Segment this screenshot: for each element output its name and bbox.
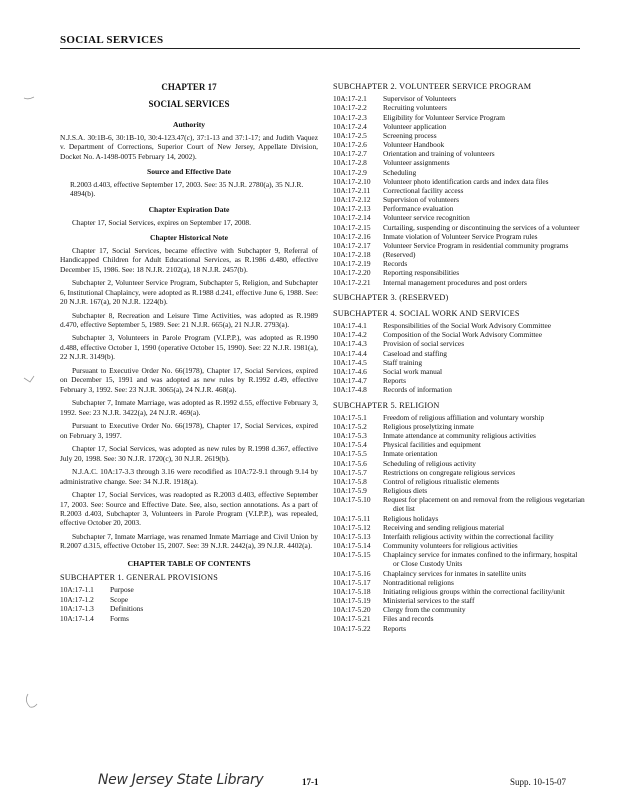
- expiration-heading: Chapter Expiration Date: [148, 204, 230, 214]
- section-title: Clergy from the community: [383, 605, 466, 615]
- section-title: Supervisor of Volunteers: [383, 94, 457, 104]
- history-paragraph: Pursuant to Executive Order No. 66(1978), Chapter 17, Social Services, expired on February 3, 1997.: [60, 421, 318, 440]
- chapter-label: CHAPTER 17: [161, 82, 217, 92]
- section-title: Responsibilities of the Social Work Advisory Committee: [383, 321, 552, 331]
- toc-entry: [333, 204, 585, 213]
- section-number: 10A:17-2.12: [333, 195, 371, 205]
- section-number: 10A:17-2.6: [333, 140, 367, 150]
- history-paragraph: Subchapter 7, Inmate Marriage, was adopted as R.1992 d.55, effective February 3, 1992. See: 23 N.J.R. 3422(a), 24 N.J.R. 469(a).: [60, 398, 318, 417]
- section-number: 10A:17-4.2: [333, 330, 367, 340]
- toc-entry: [333, 413, 585, 422]
- section-title: Volunteer application: [383, 121, 447, 131]
- subchapter-4-list: [333, 321, 585, 394]
- section-title: Staff training: [383, 357, 423, 367]
- section-number: 10A:17-2.20: [333, 268, 371, 278]
- toc-entry: [333, 569, 585, 578]
- supplement-date: Supp. 10-15-07: [510, 777, 566, 787]
- section-number: 10A:17-2.3: [333, 112, 367, 122]
- section-number: 10A:17-5.21: [333, 614, 371, 624]
- toc-entry: [333, 113, 585, 122]
- section-title: Forms: [110, 613, 129, 623]
- section-number: 10A:17-2.17: [333, 240, 371, 250]
- toc-entry: [333, 186, 585, 195]
- history-paragraph: N.J.A.C. 10A:17-3.3 through 3.16 were recodified as 10A:72-9.1 through 9.14 by administrative change. See: 34 N.J.R. 1918(a).: [60, 467, 318, 486]
- section-title: Reports: [383, 623, 406, 633]
- section-number: 10A:17-2.2: [333, 103, 367, 113]
- section-title: Records of information: [383, 385, 452, 395]
- section-title: Reports: [383, 376, 406, 386]
- section-title: Scope: [110, 594, 129, 604]
- toc-entry: [60, 604, 318, 613]
- section-title: Inmate violation of Volunteer Service Program rules: [383, 231, 538, 241]
- toc-entry: [333, 486, 585, 495]
- section-number: 10A:17-2.18: [333, 250, 371, 260]
- authority-text: N.J.S.A. 30:1B-6, 30:1B-10, 30:4-123.47(c), 37:1-13 and 37:1-17; and Judith Vaquez v. Department of Corrections, Superior Court of New Jersey, Appellate Division, Docket No. A-1498-00T5 February 14, 2002).: [60, 132, 318, 161]
- section-number: 10A:17-5.4: [333, 440, 367, 450]
- section-number: 10A:17-4.7: [333, 376, 367, 386]
- library-stamp: New Jersey State Library: [98, 772, 264, 788]
- toc-entry: [333, 587, 585, 596]
- section-number: 10A:17-5.22: [333, 623, 371, 633]
- toc-entry: [333, 321, 585, 330]
- history-paragraph: Subchapter 7, Inmate Marriage, was renamed Inmate Marriage and Civil Union by R.2007 d.315, effective October 15, 2007. See: 39 N.J.R. 2442(a), 39 N.J.R. 4402(a).: [60, 531, 318, 551]
- history-paragraph: Chapter 17, Social Services, was adopted as new rules by R.1998 d.367, effective July 20, 1998. See: 30 N.J.R. 1720(c), 30 N.J.R. 2619(b).: [60, 444, 318, 463]
- section-number: 10A:17-5.15: [333, 550, 371, 560]
- toc-entry: [333, 349, 585, 358]
- section-title: Volunteer assignments: [383, 158, 450, 168]
- section-title: Reporting responsibilities: [383, 268, 460, 278]
- toc-entry: [333, 158, 585, 167]
- toc-entry: [333, 459, 585, 468]
- toc-entry: [333, 578, 585, 587]
- section-title: Chaplaincy service for inmates confined to the infirmary, hospital or Close Custody Units: [383, 550, 578, 569]
- history-paragraph: Chapter 17, Social Services, became effective with Subchapter 9, Referral of Handicapped Children for Adult Educational Services, as R.1986 d.480, effective December 15, 1986. See: 18 N.J.R. 2102(a), 18 N.J.R. 2457(b).: [60, 245, 318, 274]
- section-number: 10A:17-5.16: [333, 568, 371, 578]
- section-title: Volunteer Handbook: [383, 140, 445, 150]
- section-number: 10A:17-4.8: [333, 385, 367, 395]
- section-title: Eligibility for Volunteer Service Program: [383, 112, 506, 122]
- toc-entry: [333, 177, 585, 186]
- toc-entry: [333, 468, 585, 477]
- section-title: Control of religious ritualistic elements: [383, 476, 500, 486]
- subchapter-3-heading: SUBCHAPTER 3. (RESERVED): [333, 292, 449, 302]
- header-rule: [60, 48, 580, 49]
- section-title: Composition of the Social Work Advisory Committee: [383, 330, 542, 340]
- section-number: 10A:17-2.4: [333, 121, 367, 131]
- section-title: Volunteer photo identification cards and index data files: [383, 176, 549, 186]
- section-title: Religious holidays: [383, 513, 439, 523]
- history-paragraph: Subchapter 8, Recreation and Leisure Time Activities, was adopted as R.1989 d.470, effective September 5, 1989. See: 21 N.J.R. 665(a), 21 N.J.R. 2793(a).: [60, 310, 318, 329]
- section-title: Restrictions on congregate religious services: [383, 467, 516, 477]
- subchapter-5-list: [333, 413, 585, 633]
- section-number: 10A:17-1.4: [60, 613, 94, 623]
- toc-entry: [333, 514, 585, 523]
- toc-entry: [333, 422, 585, 431]
- toc-entry: [333, 596, 585, 605]
- section-title: Chaplaincy services for inmates in satellite units: [383, 568, 527, 578]
- section-number: 10A:17-5.17: [333, 577, 371, 587]
- history-paragraph: Subchapter 3, Volunteers in Parole Program (V.I.P.P.), was adopted as R.1990 d.488, effective October 1, 1990 (operative October 15, 1990). See: 22 N.J.R. 1981(a), 22 N.J.R. 3149(b).: [60, 333, 318, 362]
- toc-entry: [333, 103, 585, 112]
- section-number: 10A:17-1.3: [60, 604, 94, 614]
- toc-entry: [333, 131, 585, 140]
- toc-entry: [333, 149, 585, 158]
- section-title: Freedom of religious affiliation and voluntary worship: [383, 412, 545, 422]
- left-column: [60, 82, 318, 623]
- section-title: (Reserved): [383, 250, 416, 260]
- toc-entry: [333, 605, 585, 614]
- toc-entry: [333, 250, 585, 259]
- toc-entry: [333, 223, 585, 232]
- section-title: Definitions: [110, 604, 144, 614]
- margin-mark-icon: [22, 372, 36, 386]
- section-title: Inmate orientation: [383, 449, 438, 459]
- subchapter-2-heading: SUBCHAPTER 2. VOLUNTEER SERVICE PROGRAM: [333, 82, 532, 91]
- section-number: 10A:17-2.21: [333, 277, 371, 287]
- toc-entry: [333, 140, 585, 149]
- section-title: Internal management procedures and post orders: [383, 277, 527, 287]
- section-number: 10A:17-4.5: [333, 357, 367, 367]
- section-title: Nontraditional religions: [383, 577, 454, 587]
- section-number: 10A:17-4.3: [333, 339, 367, 349]
- section-title: Volunteer service recognition: [383, 213, 470, 223]
- toc-entry: [333, 122, 585, 131]
- toc-entry: [333, 550, 585, 568]
- section-title: Caseload and staffing: [383, 348, 447, 358]
- section-title: Request for placement on and removal from the religious vegetarian diet list: [383, 495, 585, 514]
- section-title: Recruiting volunteers: [383, 103, 447, 113]
- expiration-text: Chapter 17, Social Services, expires on September 17, 2008.: [72, 217, 251, 227]
- section-number: 10A:17-2.7: [333, 149, 367, 159]
- section-title: Interfaith religious activity within the correctional facility: [383, 531, 554, 541]
- section-title: Scheduling: [383, 167, 417, 177]
- history-paragraph: Subchapter 2, Volunteer Service Program, Subchapter 5, Religion, and Subchapter 6, Institutional Chaplaincy, were adopted as R.1988 d.241, effective June 6, 1988. See: 20 N.J.R. 167(a), 20 N.J.R. 1224(b).: [60, 278, 318, 307]
- section-title: Screening process: [383, 130, 437, 140]
- toc-entry: [333, 385, 585, 394]
- toc-entry: [333, 268, 585, 277]
- toc-entry: [333, 541, 585, 550]
- margin-mark-icon: [22, 90, 36, 104]
- section-number: 10A:17-5.7: [333, 467, 367, 477]
- section-number: 10A:17-2.1: [333, 94, 367, 104]
- toc-entry: [60, 595, 318, 604]
- section-number: 10A:17-2.9: [333, 167, 367, 177]
- history-paragraph: Pursuant to Executive Order No. 66(1978), Chapter 17, Social Services, expired on December 15, 1991 and was adopted as new rules by R.1992 d.49, effective February 3, 1992. See: 23 N.J.R. 3065(a), 24 N.J.R. 468(a).: [60, 365, 318, 394]
- subchapter-2-list: [333, 94, 585, 287]
- section-title: Physical facilities and equipment: [383, 440, 481, 450]
- toc-entry: [333, 358, 585, 367]
- section-number: 10A:17-5.14: [333, 541, 371, 551]
- section-title: Religious diets: [383, 486, 428, 496]
- toc-entry: [333, 614, 585, 623]
- section-number: 10A:17-5.8: [333, 476, 367, 486]
- section-number: 10A:17-5.19: [333, 596, 371, 606]
- toc-entry: [333, 523, 585, 532]
- section-title: Curtailing, suspending or discontinuing the services of a volunteer: [383, 222, 580, 232]
- history-paragraph: Chapter 17, Social Services, was readopted as R.2003 d.403, effective September 17, 2003. See: Source and Effective Date. See, also, section annotations. As a part of R.2003 d.403, Subchapter 3, Volunteers in Parole Program (V.I.P.P.), was repealed, effective October 20, 2003.: [60, 490, 318, 528]
- section-number: 10A:17-5.13: [333, 531, 371, 541]
- section-title: Initiating religious groups within the correctional facility/unit: [383, 586, 565, 596]
- toc-entry: [333, 330, 585, 339]
- toc-entry: [333, 232, 585, 241]
- section-title: Provision of social services: [383, 339, 465, 349]
- section-title: Supervision of volunteers: [383, 195, 459, 205]
- toc-heading: CHAPTER TABLE OF CONTENTS: [127, 558, 251, 568]
- toc-entry: [333, 195, 585, 204]
- toc-entry: [333, 241, 585, 250]
- toc-entry: [333, 449, 585, 458]
- section-title: Orientation and training of volunteers: [383, 149, 495, 159]
- section-title: Scheduling of religious activity: [383, 458, 476, 468]
- subchapter-1-list: [60, 585, 318, 623]
- authority-heading: Authority: [172, 120, 206, 130]
- section-title: Files and records: [383, 614, 434, 624]
- section-number: 10A:17-2.5: [333, 130, 367, 140]
- section-number: 10A:17-2.10: [333, 176, 371, 186]
- section-number: 10A:17-2.8: [333, 158, 367, 168]
- section-title: Correctional facility access: [383, 185, 464, 195]
- section-title: Records: [383, 259, 408, 269]
- section-number: 10A:17-2.14: [333, 213, 371, 223]
- margin-mark-icon: [22, 692, 40, 710]
- history-heading: Chapter Historical Note: [150, 233, 228, 242]
- section-number: 10A:17-2.11: [333, 185, 371, 195]
- subchapter-4-heading: SUBCHAPTER 4. SOCIAL WORK AND SERVICES: [333, 308, 520, 318]
- section-title: Purpose: [110, 585, 134, 595]
- section-number: 10A:17-5.6: [333, 458, 367, 468]
- section-number: 10A:17-2.13: [333, 204, 371, 214]
- toc-entry: [60, 614, 318, 623]
- section-number: 10A:17-5.5: [333, 449, 367, 459]
- section-number: 10A:17-5.11: [333, 513, 371, 523]
- section-title: Performance evaluation: [383, 204, 454, 214]
- toc-entry: [333, 532, 585, 541]
- toc-entry: [333, 339, 585, 348]
- section-title: Social work manual: [383, 366, 443, 376]
- section-number: 10A:17-1.2: [60, 594, 94, 604]
- subchapter-1-heading: SUBCHAPTER 1. GENERAL PROVISIONS: [60, 572, 219, 582]
- section-number: 10A:17-2.16: [333, 231, 371, 241]
- section-number: 10A:17-5.9: [333, 486, 367, 496]
- page-number: 17-1: [302, 777, 319, 787]
- toc-entry: [333, 278, 585, 287]
- section-title: Community volunteers for religious activities: [383, 541, 518, 551]
- subchapter-5-heading: SUBCHAPTER 5. RELIGION: [333, 400, 440, 410]
- section-title: Volunteer Service Program in residential community programs: [383, 240, 569, 250]
- toc-entry: [333, 259, 585, 268]
- source-text: R.2003 d.403, effective September 17, 2003. See: 35 N.J.R. 2780(a), 35 N.J.R. 4894(b).: [70, 179, 304, 199]
- section-number: 10A:17-4.6: [333, 366, 367, 376]
- section-number: 10A:17-5.3: [333, 431, 367, 441]
- toc-entry: [333, 168, 585, 177]
- section-number: 10A:17-4.1: [333, 321, 367, 331]
- toc-entry: [333, 431, 585, 440]
- section-number: 10A:17-5.10: [333, 495, 371, 505]
- section-number: 10A:17-5.1: [333, 412, 367, 422]
- section-number: 10A:17-5.20: [333, 605, 371, 615]
- toc-entry: [333, 376, 585, 385]
- section-title: Inmate attendance at community religious activities: [383, 431, 536, 441]
- section-number: 10A:17-5.2: [333, 421, 367, 431]
- section-title: Receiving and sending religious material: [383, 522, 505, 532]
- toc-entry: [333, 367, 585, 376]
- toc-entry: [333, 440, 585, 449]
- toc-entry: [333, 213, 585, 222]
- section-number: 10A:17-1.1: [60, 585, 94, 595]
- toc-entry: [60, 585, 318, 594]
- section-number: 10A:17-4.4: [333, 348, 367, 358]
- running-head: SOCIAL SERVICES: [60, 34, 164, 46]
- section-title: Ministerial services to the staff: [383, 596, 475, 606]
- source-heading: Source and Effective Date: [146, 167, 231, 177]
- section-number: 10A:17-2.19: [333, 259, 371, 269]
- toc-entry: [333, 477, 585, 486]
- toc-entry: [333, 94, 585, 103]
- section-number: 10A:17-2.15: [333, 222, 371, 232]
- section-title: Religious proselytizing inmate: [383, 421, 474, 431]
- toc-entry: [333, 495, 585, 513]
- chapter-name: SOCIAL SERVICES: [148, 98, 230, 109]
- section-number: 10A:17-5.18: [333, 586, 371, 596]
- toc-entry: [333, 624, 585, 633]
- history-notes: [60, 246, 318, 551]
- right-column: [333, 82, 585, 639]
- section-number: 10A:17-5.12: [333, 522, 371, 532]
